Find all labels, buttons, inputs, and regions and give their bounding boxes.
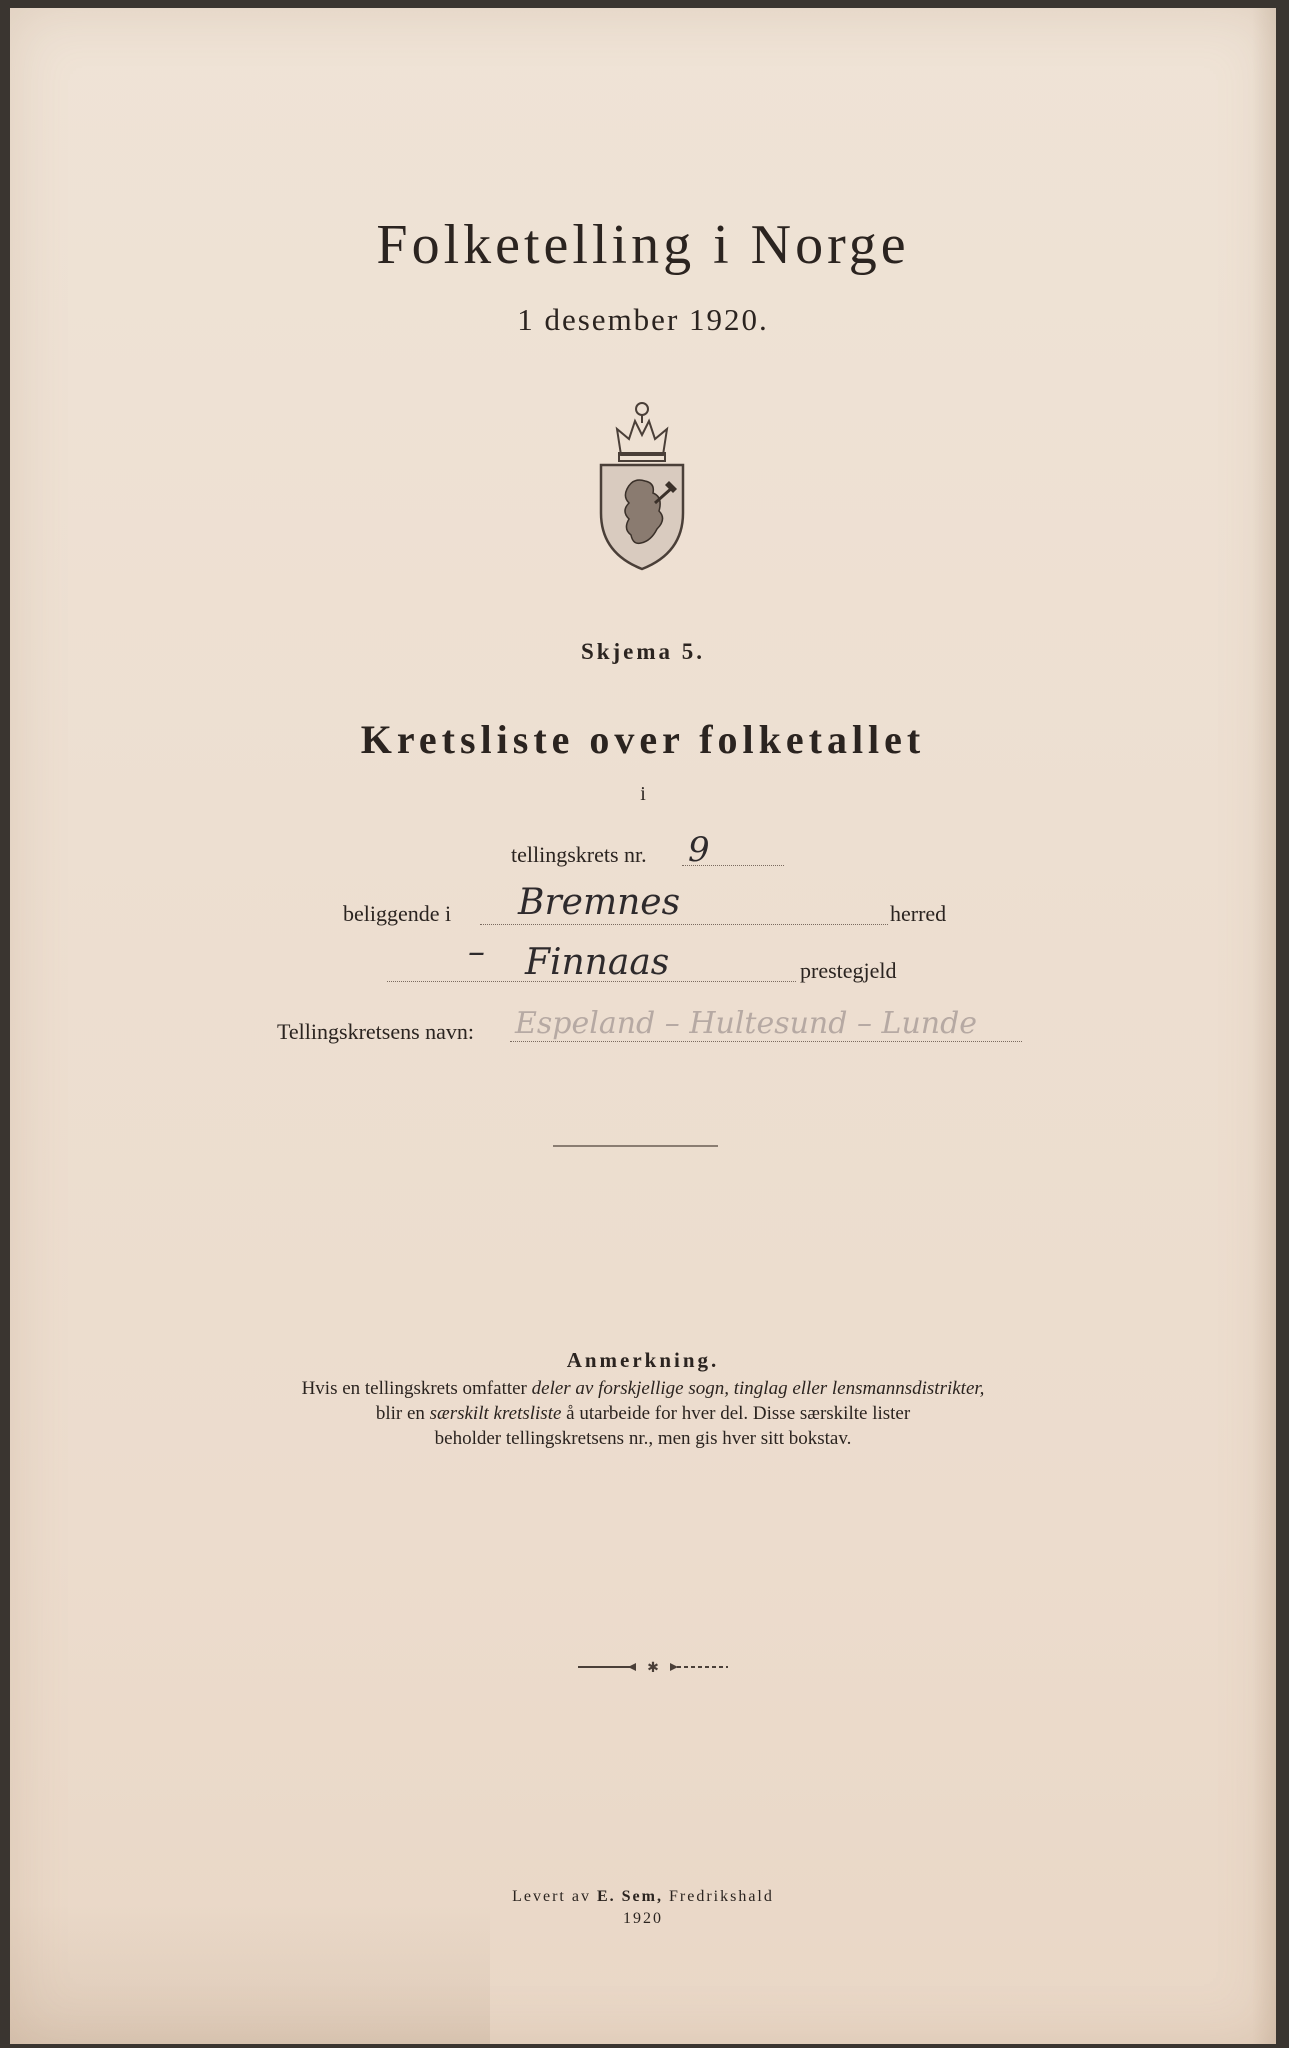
preposition-text: i — [640, 783, 646, 805]
divider-rule — [553, 1145, 718, 1147]
torn-corner-shade — [10, 1904, 490, 2044]
district-name-line — [510, 1041, 1022, 1042]
district-name-value: Espeland – Hultesund – Lunde — [515, 1006, 978, 1041]
ornament-divider-icon — [576, 1660, 730, 1674]
municipality-value: Bremnes — [518, 882, 681, 923]
note-line-1: Hvis en tellingskrets omfatter deler av forskjellige sogn, tinglag eller lensmannsdistrikter, — [301, 1378, 985, 1399]
form-heading: Kretsliste over folketallet — [360, 717, 926, 762]
note-line-2: blir en særskilt kretsliste å utarbeide for hver del. Disse særskilte lister — [375, 1403, 911, 1424]
census-form-page — [10, 8, 1276, 2044]
printer-year: 1920 — [623, 1910, 663, 1927]
note-title: Anmerkning. — [566, 1348, 720, 1372]
district-name-label: Tellingskretsens navn: — [277, 1019, 475, 1044]
parish-dash: – — [468, 932, 485, 972]
note-text — [190, 1376, 1096, 1451]
norwegian-coat-of-arms-icon — [593, 393, 691, 573]
district-number-value: 9 — [688, 830, 710, 870]
printer-credit: Levert av E. Sem, Fredrikshald — [512, 1888, 774, 1905]
parish-label: prestegjeld — [800, 958, 897, 983]
svg-text:✱: ✱ — [647, 1660, 659, 1674]
note-line-3: beholder tellingskretsens nr., men gis hver sitt bokstav. — [434, 1428, 852, 1449]
schema-number: Skjema 5. — [580, 639, 706, 664]
district-number-label: tellingskrets nr. — [511, 842, 647, 867]
document-title: Folketelling i Norge — [376, 214, 910, 276]
located-in-line — [480, 924, 888, 925]
herred-label: herred — [890, 901, 947, 926]
located-in-label: beliggende i — [343, 901, 452, 926]
parish-value: Finnaas — [525, 942, 670, 983]
document-date: 1 desember 1920. — [517, 302, 769, 337]
